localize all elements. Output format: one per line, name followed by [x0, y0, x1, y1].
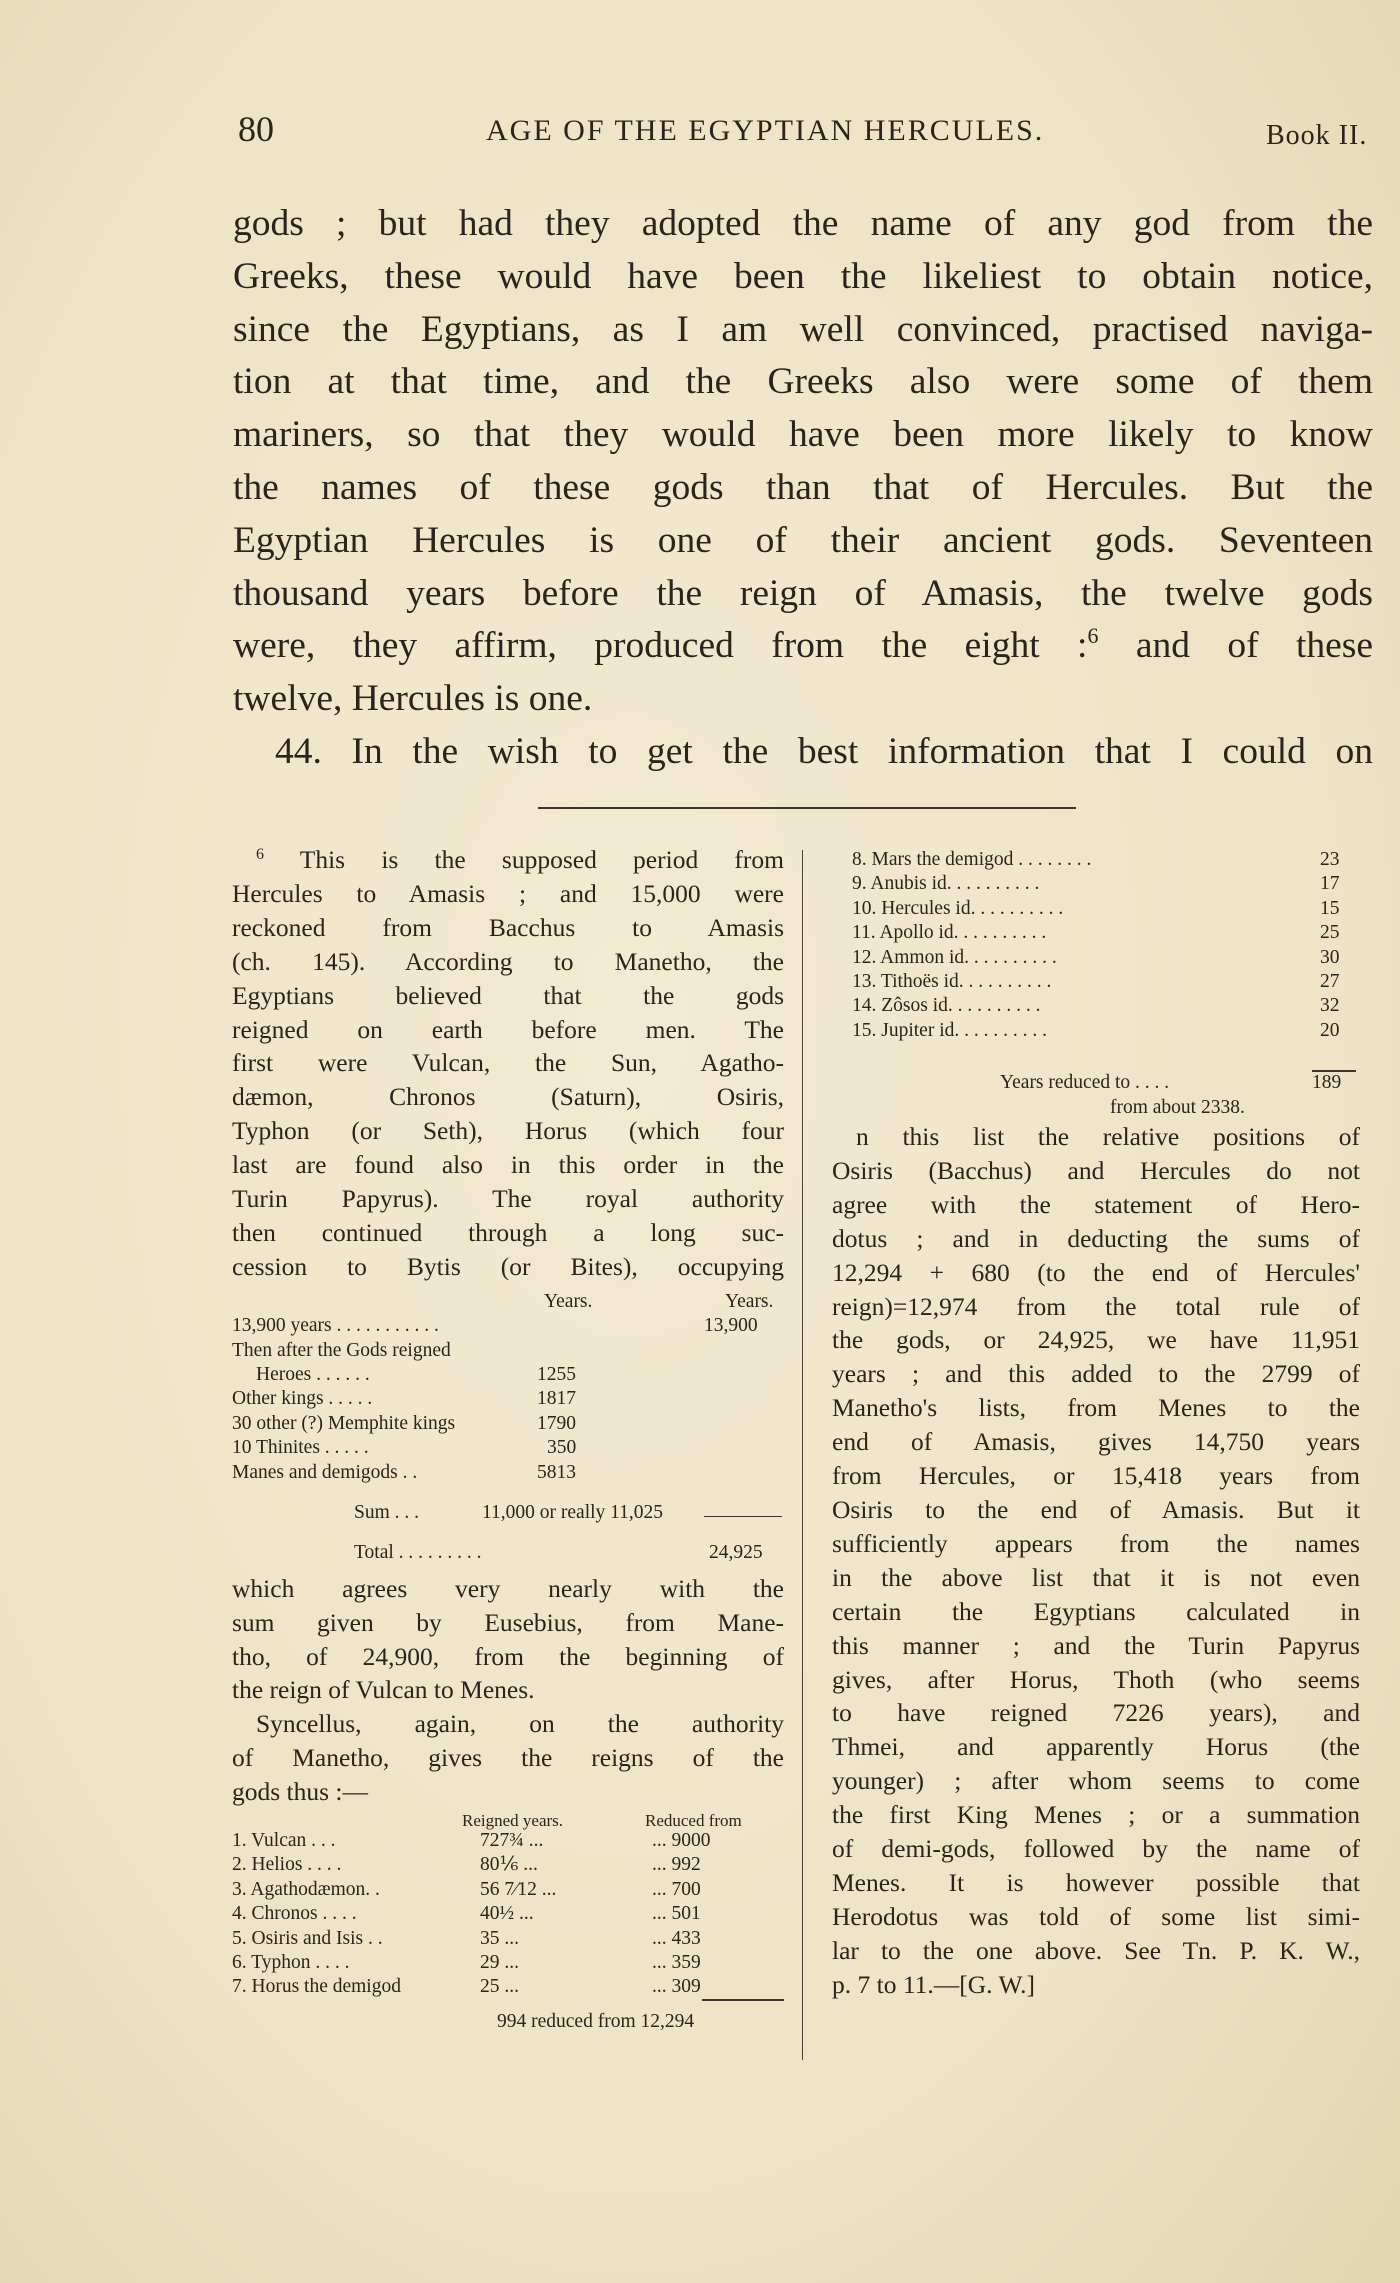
main-line: gods ; but had they adopted the name of any god from the [233, 203, 1373, 244]
footnote-ref: 6 [1087, 623, 1099, 649]
main-line [233, 620, 1373, 673]
gods-value: 32 [1320, 995, 1340, 1017]
years-row [232, 1339, 784, 1363]
years-row [232, 1314, 784, 1338]
footnote-line: tho, of 24,900, from the beginning of [232, 1641, 784, 1671]
years-head: Years. [725, 1290, 774, 1312]
gods-total-value: 189 [1312, 1072, 1342, 1094]
footnote-line: Syncellus, again, on the authority [256, 1709, 784, 1739]
reign-table [232, 1809, 784, 2034]
gods-value: 27 [1320, 970, 1340, 992]
main-line: 44. In the wish to get the best information that I could on [275, 730, 1373, 772]
reign-table-head [232, 1809, 784, 1829]
reign-label: 5. Osiris and Isis . . [232, 1927, 383, 1949]
gods-value: 15 [1320, 897, 1340, 919]
reign-label: 1. Vulcan . . . [232, 1830, 336, 1852]
gods-label: 9. Anubis id. . . . . . . . . . [852, 873, 1040, 895]
gods-label: 11. Apollo id. . . . . . . . . . [852, 922, 1047, 944]
footnote-line: younger) ; after whom seems to come [832, 1766, 1360, 1796]
reign-reduced: ... 9000 [652, 1830, 711, 1852]
years-row-label: Heroes . . . . . . [256, 1363, 370, 1385]
reign-years: 25 ... [480, 1976, 519, 1998]
reign-years: 40½ ... [480, 1903, 534, 1925]
reign-label: 4. Chronos . . . . [232, 1903, 357, 1925]
footnote-line: reign)=12,974 from the total rule of [832, 1291, 1360, 1321]
footnote-line: gives, after Horus, Thoth (who seems [832, 1664, 1360, 1694]
footnote-line-text: This is the supposed period from [299, 845, 784, 874]
footnote-line: then continued through a long suc- [232, 1217, 784, 1247]
years-row [232, 1436, 784, 1460]
reign-reduced: ... 433 [652, 1927, 701, 1949]
footnote-line: Osiris to the end of Amasis. But it [832, 1494, 1360, 1524]
reign-years: 35 ... [480, 1927, 519, 1949]
gods-label: 10. Hercules id. . . . . . . . . . [852, 897, 1064, 919]
gods-row [852, 1019, 1372, 1043]
reign-reduced: ... 501 [652, 1903, 701, 1925]
footnote-line: years ; and this added to the 2799 of [832, 1359, 1360, 1389]
years-row [232, 1412, 784, 1436]
years-row-value: 5813 [537, 1461, 576, 1483]
footnote-line: first were Vulcan, the Sun, Agatho- [232, 1048, 784, 1078]
years-total-row [232, 1541, 784, 1565]
main-line: mariners, so that they would have been more likely to know [233, 414, 1373, 456]
page-number: 80 [238, 109, 274, 149]
gods-label: 14. Zôsos id. . . . . . . . . . [852, 995, 1041, 1017]
footnote-line: to have reigned 7226 years), and [832, 1698, 1360, 1728]
footnote-line: (ch. 145). According to Manetho, the [232, 946, 784, 976]
reign-years: 29 ... [480, 1951, 519, 1973]
main-text [233, 198, 1373, 779]
gods-total-row [852, 1071, 1372, 1095]
reign-label: 7. Horus the demigod [232, 1976, 401, 1998]
reign-row [232, 1951, 784, 1975]
footnote-line: Thmei, and apparently Horus (the [832, 1732, 1360, 1762]
reign-sum-rule [702, 1999, 784, 2001]
footnote-marker: 6 [256, 846, 264, 863]
main-line: the names of these gods than that of Hercules. But the [233, 466, 1373, 508]
footnote-line: reckoned from Bacchus to Amasis [232, 912, 784, 942]
years-sum-label: Sum . . . [354, 1501, 420, 1523]
footnote-line: of Manetho, gives the reigns of the [232, 1743, 784, 1773]
footnote-line: reigned on earth before men. The [232, 1014, 784, 1044]
years-head: Years. [544, 1290, 593, 1312]
reign-reduced: ... 700 [652, 1878, 701, 1900]
footnote-line: last are found also in this order in the [232, 1150, 784, 1180]
years-row-label: Manes and demigods . . [232, 1461, 418, 1483]
reign-head: Reduced from [645, 1811, 742, 1831]
footnote-line: end of Amasis, gives 14,750 years [832, 1427, 1360, 1457]
footnote-left-column [232, 843, 784, 2034]
gods-from-row [852, 1096, 1372, 1120]
footnote-line: the first King Menes ; or a summation [832, 1800, 1360, 1830]
footnote-line: Osiris (Bacchus) and Hercules do not [832, 1155, 1360, 1185]
years-row-label: Then after the Gods reigned [232, 1339, 451, 1361]
book-label: Book II. [1266, 120, 1368, 151]
years-row-label: 13,900 years . . . . . . . . . . . [232, 1315, 439, 1337]
years-row-value: 13,900 [704, 1315, 758, 1337]
footnote-line: sum given by Eusebius, from Mane- [232, 1607, 784, 1637]
years-row-value: 350 [547, 1437, 577, 1459]
gods-label: 12. Ammon id. . . . . . . . . . [852, 946, 1057, 968]
main-line: twelve, Hercules is one. [233, 678, 593, 720]
gods-label: 15. Jupiter id. . . . . . . . . . [852, 1019, 1047, 1041]
footnote-line: 12,294 + 680 (to the end of Hercules' [832, 1257, 1360, 1287]
footnote-line: Typhon (or Seth), Horus (which four [232, 1116, 784, 1146]
main-line: Greeks, these would have been the likeliest to obtain notice, [233, 255, 1373, 297]
reign-row [232, 1853, 784, 1877]
reign-footer: 994 reduced from 12,294 [497, 2010, 695, 2032]
footnote-right-column [832, 1120, 1360, 2002]
gods-table-body [852, 848, 1372, 1120]
footnote-line: sufficiently appears from the names [832, 1528, 1360, 1558]
gods-row [852, 994, 1372, 1018]
years-row [232, 1363, 784, 1387]
footnote-line: Turin Papyrus). The royal authority [232, 1184, 784, 1214]
footnote-rule [538, 807, 1076, 809]
reign-row [232, 1927, 784, 1951]
footnote-line: the reign of Vulcan to Menes. [232, 1675, 535, 1705]
footnote-line: p. 7 to 11.—[G. W.] [832, 1969, 1036, 1999]
gods-row [852, 848, 1372, 872]
column-separator [802, 850, 803, 2060]
main-line: thousand years before the reign of Amasis, the twelve gods [233, 572, 1373, 614]
reign-reduced: ... 309 [652, 1976, 701, 1998]
footnote-line: from Hercules, or 15,418 years from [832, 1461, 1360, 1491]
reign-row [232, 1878, 784, 1902]
footnote-line: dotus ; and in deducting the sums of [832, 1223, 1360, 1253]
footnote-line: the gods, or 24,925, we have 11,951 [832, 1325, 1360, 1355]
years-table [232, 1290, 784, 1566]
reign-row [232, 1829, 784, 1853]
footnote-line: which agrees very nearly with the [232, 1573, 784, 1603]
years-total-label: Total . . . . . . . . . [354, 1542, 482, 1564]
footnote-line: Hercules to Amasis ; and 15,000 were [232, 878, 784, 908]
reign-row [232, 1902, 784, 1926]
reign-label: 3. Agathodæmon. . [232, 1878, 380, 1900]
footnote-line: of demi-gods, followed by the name of [832, 1834, 1360, 1864]
years-total-value: 24,925 [709, 1542, 763, 1564]
gods-table [852, 848, 1372, 1120]
footnote-line: this manner ; and the Turin Papyrus [832, 1630, 1360, 1660]
footnote-line: cession to Bytis (or Bites), occupying [232, 1251, 784, 1281]
gods-value: 25 [1320, 922, 1340, 944]
reign-reduced: ... 359 [652, 1951, 701, 1973]
reign-years: 80⅙ ... [480, 1854, 538, 1876]
gods-value: 20 [1320, 1019, 1340, 1041]
reign-label: 2. Helios . . . . [232, 1854, 342, 1876]
reign-years: 727¾ ... [480, 1830, 544, 1852]
gods-value: 23 [1320, 849, 1340, 870]
main-line-part: and of these [1135, 625, 1373, 667]
main-line: since the Egyptians, as I am well convinced, practised naviga- [233, 308, 1373, 350]
footnote-line: n this list the relative positions of [856, 1122, 1360, 1151]
footnote-line: Egyptians believed that the gods [232, 980, 784, 1010]
gods-row [852, 872, 1372, 896]
footnote-line: gods thus :— [232, 1777, 369, 1807]
main-line: tion at that time, and the Greeks also were some of them [233, 361, 1373, 403]
reign-reduced: ... 992 [652, 1854, 701, 1876]
main-line: Egyptian Hercules is one of their ancient gods. Seventeen [233, 519, 1373, 561]
gods-row [852, 970, 1372, 994]
gods-value: 30 [1320, 946, 1340, 968]
years-row [232, 1461, 784, 1485]
reign-row [232, 1975, 784, 1999]
gods-label: 8. Mars the demigod . . . . . . . . [852, 849, 1092, 870]
years-table-head [232, 1290, 784, 1314]
years-row-value: 1790 [537, 1412, 576, 1434]
reign-years: 56 7⁄12 ... [480, 1878, 557, 1900]
years-sum-row [232, 1501, 784, 1525]
running-title: AGE OF THE EGYPTIAN HERCULES. [486, 114, 1045, 147]
footnote-line: lar to the one above. See Tn. P. K. W., [832, 1935, 1360, 1965]
reign-label: 6. Typhon . . . . [232, 1951, 350, 1973]
years-row-value: 1817 [537, 1388, 576, 1410]
sum-rule [704, 1516, 782, 1518]
footnote-line: Menes. It is however possible that [832, 1867, 1360, 1897]
footnote-line: in the above list that it is not even [832, 1562, 1360, 1592]
years-row [232, 1387, 784, 1411]
footnote-line: agree with the statement of Hero- [832, 1189, 1360, 1219]
years-sum-value: 11,000 or really 11,025 [482, 1501, 664, 1523]
reign-footer-row [232, 2010, 784, 2034]
footnote-line: Herodotus was told of some list simi- [832, 1901, 1360, 1931]
main-line-part: were, they affirm, produced from the eight : [233, 625, 1088, 667]
years-row-value: 1255 [537, 1363, 576, 1385]
gods-value: 17 [1320, 873, 1340, 895]
gods-label: 13. Tithoës id. . . . . . . . . . [852, 970, 1052, 992]
reign-head: Reigned years. [462, 1811, 564, 1831]
footnote-line: dæmon, Chronos (Saturn), Osiris, [232, 1082, 784, 1112]
gods-from-about: from about 2338. [1110, 1096, 1245, 1118]
gods-row [852, 897, 1372, 921]
footnote-line: certain the Egyptians calculated in [832, 1596, 1360, 1626]
gods-row [852, 921, 1372, 945]
years-row-label: Other kings . . . . . [232, 1388, 373, 1410]
years-row-label: 30 other (?) Memphite kings [232, 1412, 456, 1434]
footnote-line: Manetho's lists, from Menes to the [832, 1393, 1360, 1423]
footnote-line [232, 843, 784, 877]
gods-total-label: Years reduced to . . . . [1000, 1072, 1170, 1094]
running-header [0, 108, 1400, 168]
gods-row [852, 946, 1372, 970]
years-row-label: 10 Thinites . . . . . [232, 1437, 369, 1459]
